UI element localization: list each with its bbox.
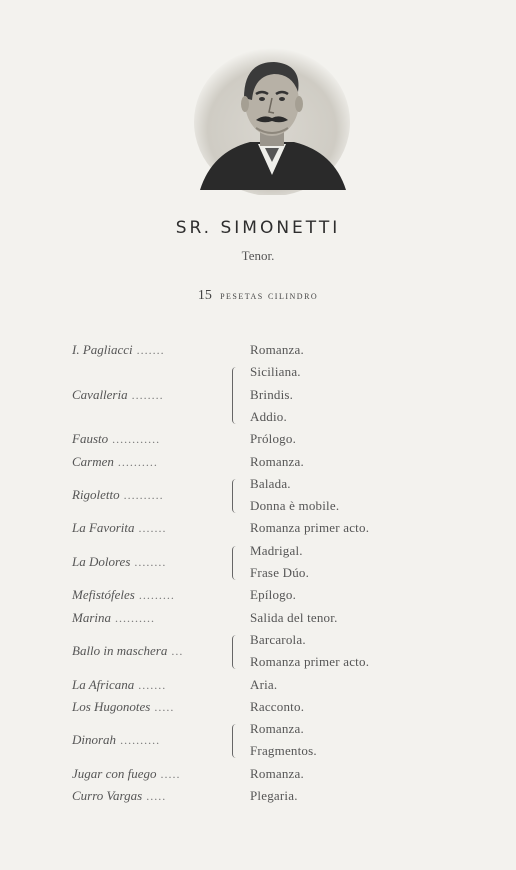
leader-dots: ........	[134, 554, 167, 569]
opera-title: Rigoletto	[72, 486, 120, 502]
piece-title: Romanza primer acto.	[250, 654, 370, 670]
piece-title: Salida del tenor.	[250, 609, 338, 625]
leader-dots: ............	[112, 432, 161, 447]
price-line	[0, 288, 516, 304]
piece-title: Romanza.	[250, 721, 304, 737]
leader-dots: .....	[146, 789, 167, 803]
piece-title: Brindis.	[250, 386, 294, 402]
grouping-brace	[232, 546, 239, 580]
leader-dots: .........	[138, 588, 175, 603]
opera-title: Carmen	[72, 453, 114, 469]
piece-title: Fragmentos.	[250, 743, 317, 759]
leader-dots: .....	[160, 766, 181, 781]
opera-title: Marina	[72, 609, 111, 625]
leader-dots: .....	[154, 699, 175, 714]
leader-dots: .......	[138, 677, 167, 692]
piece-title: Racconto.	[250, 698, 305, 714]
leader-dots: ..........	[115, 610, 155, 625]
opera-title: Ballo in maschera	[72, 643, 168, 659]
opera-title: La Africana	[72, 676, 135, 692]
piece-title: Epílogo.	[250, 587, 297, 603]
piece-title: Donna è mobile.	[250, 498, 340, 514]
piece-title: Romanza.	[250, 342, 304, 357]
price-text: pesetas cilindro	[220, 290, 319, 302]
performer-role: Tenor.	[241, 248, 275, 263]
tenor-portrait	[192, 40, 352, 195]
grouping-brace	[232, 724, 239, 758]
price-number: 15	[197, 288, 212, 303]
grouping-brace	[232, 635, 239, 669]
grouping-brace	[232, 367, 239, 424]
performer-name: SR. SIMONETTI	[175, 218, 341, 238]
piece-title: Addio.	[250, 408, 287, 424]
opera-title: Curro Vargas	[72, 788, 143, 803]
piece-title: Barcarola.	[250, 631, 306, 647]
leader-dots: .......	[136, 343, 165, 357]
opera-title: Fausto	[72, 431, 109, 447]
opera-title: Dinorah	[72, 732, 117, 748]
piece-title: Romanza primer acto.	[250, 520, 370, 536]
opera-title: La Dolores	[72, 553, 131, 569]
piece-title: Balada.	[250, 475, 291, 491]
leader-dots: ..........	[117, 454, 158, 469]
leader-dots: ........	[131, 387, 164, 402]
grouping-brace	[232, 479, 239, 513]
leader-dots: ...	[171, 644, 184, 659]
piece-title: Madrigal.	[250, 542, 303, 558]
opera-title: Los Hugonotes	[72, 698, 151, 714]
piece-title: Frase Dúo.	[250, 565, 310, 580]
piece-title: Romanza.	[250, 453, 304, 469]
opera-title: Jugar con fuego	[72, 765, 157, 781]
leader-dots: ..........	[123, 487, 164, 502]
piece-title: Aria.	[250, 676, 278, 692]
leader-dots: ..........	[120, 733, 161, 748]
piece-title: Plegaria.	[250, 788, 298, 803]
piece-title: Prólogo.	[250, 431, 297, 447]
piece-title: Siciliana.	[250, 364, 301, 380]
opera-title: Cavalleria	[72, 386, 128, 402]
opera-title: Mefistófeles	[72, 587, 135, 603]
opera-title: La Favorita	[72, 520, 135, 536]
piece-title: Romanza.	[250, 765, 304, 781]
opera-title: I. Pagliacci	[72, 342, 133, 357]
leader-dots: .......	[138, 521, 167, 536]
